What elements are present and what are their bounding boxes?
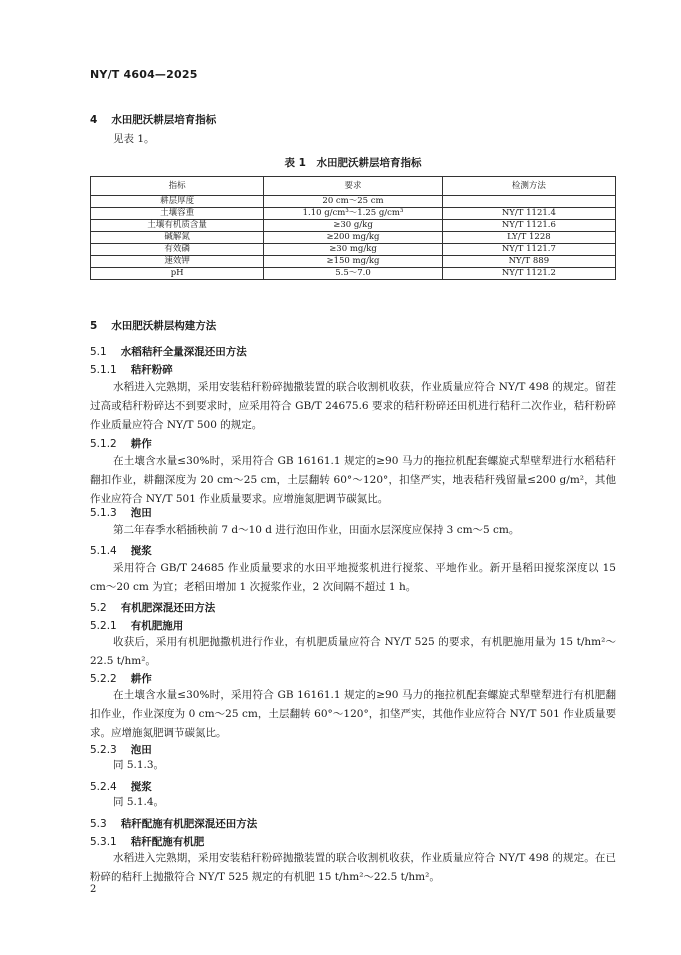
section-5-2-3-heading bbox=[90, 742, 152, 757]
section-title: 耕作 bbox=[130, 438, 152, 450]
table-cell: 耕层厚度 bbox=[91, 196, 264, 208]
paragraph: 在土壤含水量≤30%时，采用符合 GB 16161.1 规定的≥90 马力的拖拉机配套螺旋式犁壁犁进行水稻秸秆翻扣作业，耕翻深度为 20 cm～25 cm，土层翻转 60°～120°，扣垡严实，地表秸秆残留量≤200 g/m²，其他作业应符合 NY/T 501 作业质量要求。应增施氮肥调节碳氮比。 bbox=[90, 455, 616, 505]
table-cell: 速效钾 bbox=[91, 256, 264, 268]
section-number: 5.1.3 bbox=[90, 507, 117, 519]
section-title: 泡田 bbox=[130, 507, 152, 519]
section-title: 耕作 bbox=[130, 673, 152, 685]
paragraph: 水稻进入完熟期，采用安装秸秆粉碎抛撒装置的联合收割机收获，作业质量应符合 NY/T 498 的规定。在已粉碎的秸秆上抛撒符合 NY/T 525 规定的有机肥 15 t/hm²～22.5 t/hm²。 bbox=[90, 852, 616, 883]
section-title: 有机肥深混还田方法 bbox=[120, 602, 216, 614]
table-cell: 土壤有机质含量 bbox=[91, 220, 264, 232]
table-header-row bbox=[91, 177, 616, 196]
section-number: 5.3.1 bbox=[90, 836, 117, 848]
table-cell: NY/T 1121.6 bbox=[442, 220, 615, 232]
section-number: 4 bbox=[90, 114, 98, 126]
paragraph: 采用符合 GB/T 24685 作业质量要求的水田平地搅浆机进行搅浆、平地作业。新开垦稻田搅浆深度以 15 cm～20 cm 为宜；老稻田增加 1 次搅浆作业，2 次间隔不超过 1 h。 bbox=[90, 562, 616, 593]
table-row bbox=[91, 268, 616, 280]
paragraph: 第二年春季水稻插秧前 7 d～10 d 进行泡田作业，田面水层深度应保持 3 cm～5 cm。 bbox=[113, 524, 520, 536]
section-5-2-1-heading bbox=[90, 618, 183, 633]
section-4-text bbox=[90, 130, 616, 149]
table-cell: LY/T 1228 bbox=[442, 232, 615, 244]
table-cell: pH bbox=[91, 268, 264, 280]
section-number: 5.2.4 bbox=[90, 781, 117, 793]
table-cell: 20 cm～25 cm bbox=[264, 196, 443, 208]
section-title: 搅浆 bbox=[130, 781, 152, 793]
page-number: 2 bbox=[90, 884, 97, 895]
table-cell: NY/T 1121.2 bbox=[442, 268, 615, 280]
table-cell bbox=[442, 196, 615, 208]
section-title: 水田肥沃耕层构建方法 bbox=[111, 320, 217, 332]
section-number: 5 bbox=[90, 320, 98, 332]
section-5-2-heading bbox=[90, 600, 215, 615]
table-cell: 有效磷 bbox=[91, 244, 264, 256]
paragraph: 同 5.1.4。 bbox=[113, 796, 165, 808]
table-cell: ≥30 mg/kg bbox=[264, 244, 443, 256]
section-title: 水田肥沃耕层培育指标 bbox=[111, 114, 217, 126]
section-5-3-1-text bbox=[90, 849, 616, 887]
section-number: 5.2.3 bbox=[90, 744, 117, 756]
section-5-1-1-heading bbox=[90, 362, 173, 377]
section-number: 5.1.1 bbox=[90, 364, 117, 376]
section-5-2-1-text bbox=[90, 633, 616, 671]
section-5-3-heading bbox=[90, 816, 257, 831]
table-row bbox=[91, 208, 616, 220]
section-5-2-3-text bbox=[90, 756, 616, 775]
section-5-1-2-text bbox=[90, 452, 616, 509]
indicator-table bbox=[90, 176, 616, 280]
table-cell: NY/T 1121.7 bbox=[442, 244, 615, 256]
section-5-2-2-heading bbox=[90, 671, 152, 686]
section-5-3-1-heading bbox=[90, 834, 204, 849]
section-5-2-4-text bbox=[90, 793, 616, 812]
section-number: 5.2.1 bbox=[90, 620, 117, 632]
section-title: 有机肥施用 bbox=[130, 620, 184, 632]
paragraph: 见表 1。 bbox=[113, 133, 155, 145]
section-5-2-2-text bbox=[90, 686, 616, 743]
standard-id: NY/T 4604—2025 bbox=[90, 68, 198, 81]
section-5-1-1-text bbox=[90, 378, 616, 435]
table-row bbox=[91, 220, 616, 232]
section-5-1-2-heading bbox=[90, 436, 152, 451]
table-cell: 1.10 g/cm³～1.25 g/cm³ bbox=[264, 208, 443, 220]
section-number: 5.2 bbox=[90, 602, 107, 614]
section-title: 搅浆 bbox=[130, 545, 152, 557]
table-caption: 表 1 水田肥沃耕层培育指标 bbox=[284, 157, 422, 169]
section-number: 5.1 bbox=[90, 346, 107, 358]
table-cell: ≥30 g/kg bbox=[264, 220, 443, 232]
section-title: 秸秆粉碎 bbox=[130, 364, 173, 376]
section-4-heading bbox=[90, 112, 216, 127]
section-title: 水稻秸秆全量深混还田方法 bbox=[120, 346, 247, 358]
paragraph: 水稻进入完熟期，采用安装秸秆粉碎抛撒装置的联合收割机收获，作业质量应符合 NY/T 498 的规定。留茬过高或秸秆粉碎达不到要求时，应采用符合 GB/T 24675.6 要求的秸秆粉碎还田机进行秸秆二次作业，秸秆粉碎作业质量应符合 NY/T 500 的规定。 bbox=[90, 381, 616, 431]
section-number: 5.3 bbox=[90, 818, 107, 830]
column-header: 指标 bbox=[91, 177, 264, 196]
table-row bbox=[91, 232, 616, 244]
section-title: 泡田 bbox=[130, 744, 152, 756]
table-cell: NY/T 889 bbox=[442, 256, 615, 268]
section-5-1-heading bbox=[90, 344, 247, 359]
section-5-1-4-heading bbox=[90, 543, 152, 558]
table-cell: NY/T 1121.4 bbox=[442, 208, 615, 220]
section-5-1-4-text bbox=[90, 559, 616, 597]
section-number: 5.1.2 bbox=[90, 438, 117, 450]
section-title: 秸秆配施有机肥深混还田方法 bbox=[120, 818, 258, 830]
section-number: 5.2.2 bbox=[90, 673, 117, 685]
table-cell: ≥200 mg/kg bbox=[264, 232, 443, 244]
paragraph: 同 5.1.3。 bbox=[113, 759, 165, 771]
section-number: 5.1.4 bbox=[90, 545, 117, 557]
section-5-2-4-heading bbox=[90, 779, 152, 794]
paragraph: 收获后，采用有机肥抛撒机进行作业，有机肥质量应符合 NY/T 525 的要求，有机肥施用量为 15 t/hm²～22.5 t/hm²。 bbox=[90, 636, 616, 667]
table-row bbox=[91, 244, 616, 256]
section-5-1-3-text bbox=[90, 521, 616, 540]
table-row bbox=[91, 196, 616, 208]
table-cell: 碱解氮 bbox=[91, 232, 264, 244]
table-cell: 土壤容重 bbox=[91, 208, 264, 220]
table-row bbox=[91, 256, 616, 268]
paragraph: 在土壤含水量≤30%时，采用符合 GB 16161.1 规定的≥90 马力的拖拉机配套螺旋式犁壁犁进行有机肥翻扣作业，作业深度为 0 cm～25 cm，土层翻转 60°～120°，扣垡严实，其他作业应符合 NY/T 501 作业质量要求。应增施氮肥调节碳氮比。 bbox=[90, 689, 616, 739]
table-cell: ≥150 mg/kg bbox=[264, 256, 443, 268]
column-header: 要求 bbox=[264, 177, 443, 196]
column-header: 检测方法 bbox=[442, 177, 615, 196]
section-5-1-3-heading bbox=[90, 505, 152, 520]
section-title: 秸秆配施有机肥 bbox=[130, 836, 205, 848]
section-5-heading bbox=[90, 318, 216, 333]
table-cell: 5.5～7.0 bbox=[264, 268, 443, 280]
